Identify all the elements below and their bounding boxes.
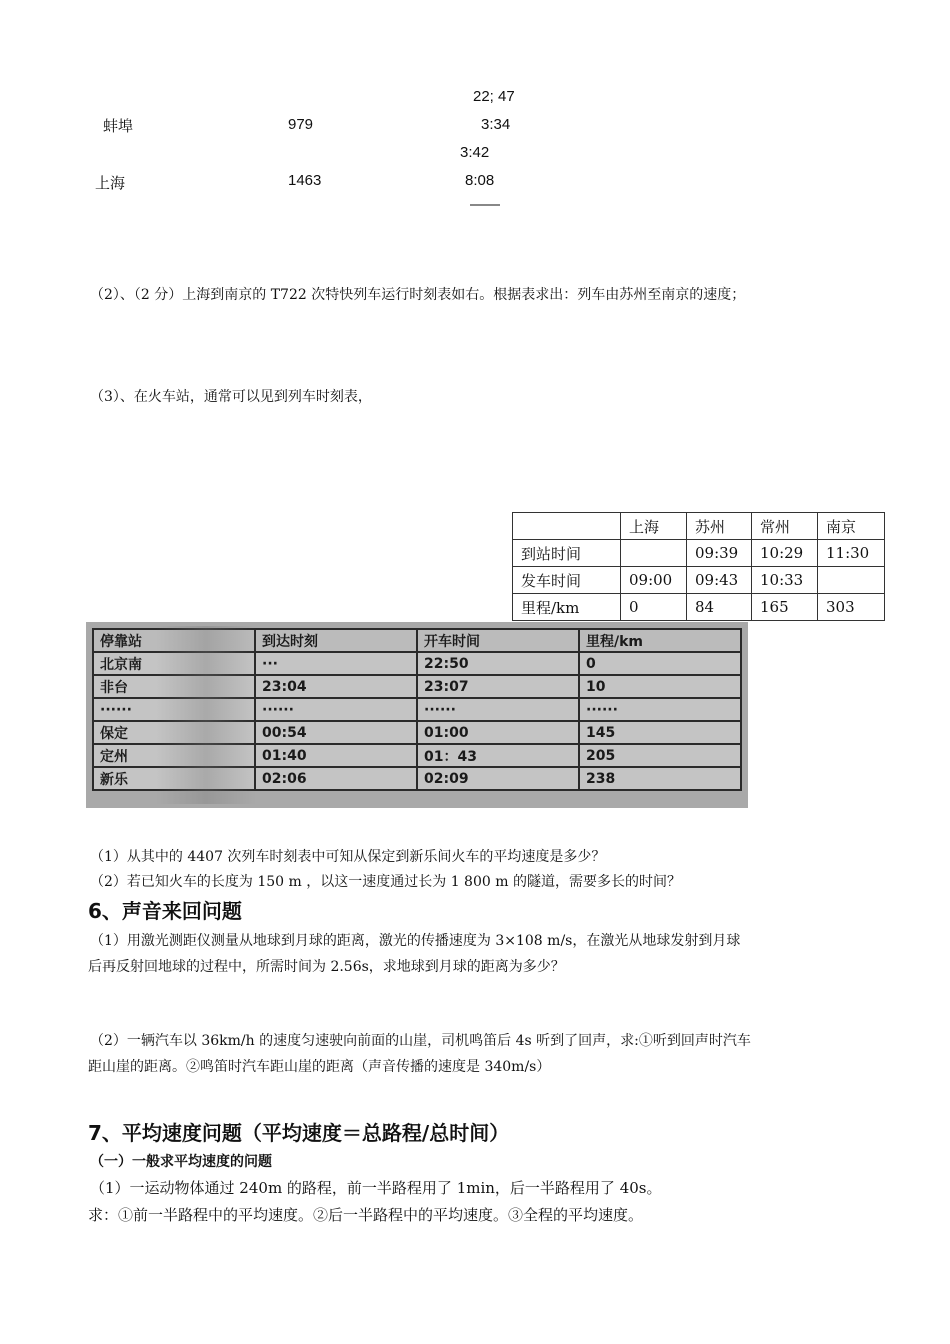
table-cell: 02:06 <box>255 767 417 790</box>
table-cell: 开车时间 <box>417 629 579 652</box>
section-6-p2-line1: （2）一辆汽车以 36km/h 的速度匀速驶向前面的山崖，司机鸣笛后 4s 听到了回声，求:①听到回声时汽车 <box>90 1033 751 1049</box>
question-2: （2）、（2 分）上海到南京的 T722 次特快列车运行时刻表如右。根据表求出：列车由苏州至南京的速度； <box>90 287 746 303</box>
table-row <box>93 721 741 744</box>
table-cell: 00:54 <box>255 721 417 744</box>
table-cell: 23:04 <box>255 675 417 698</box>
table-cell: 23:07 <box>417 675 579 698</box>
train-4407-timetable <box>92 628 742 791</box>
section-6-p2-line2: 距山崖的距离。②鸣笛时汽车距山崖的距离（声音传播的速度是 340m/s） <box>88 1059 551 1075</box>
schedule-station-shanghai: 上海 <box>95 174 126 192</box>
table-cell: 165 <box>752 594 818 621</box>
table-row <box>93 652 741 675</box>
table-cell: 01:00 <box>417 721 579 744</box>
schedule-time-bengbu-depart: 3:42 <box>460 144 490 161</box>
table-cell: ······ <box>579 698 741 721</box>
schedule-dash: —— <box>470 196 500 213</box>
table-cell: 上海 <box>621 513 687 540</box>
table-cell: 01：43 <box>417 744 579 767</box>
table-cell: ······ <box>255 698 417 721</box>
table-cell: 里程/km <box>579 629 741 652</box>
table-cell <box>818 567 885 594</box>
table-cell: 非台 <box>93 675 255 698</box>
question-3: （3）、在火车站，通常可以见到列车时刻表， <box>90 389 372 405</box>
table-row <box>93 675 741 698</box>
schedule-time-bengbu-arrive: 3:34 <box>481 116 511 133</box>
table-cell: 238 <box>579 767 741 790</box>
table-cell: 09:39 <box>687 540 752 567</box>
schedule-distance-shanghai: 1463 <box>288 172 322 189</box>
schedule-time-2247: 22; 47 <box>473 88 515 105</box>
table-cell: 145 <box>579 721 741 744</box>
table-cell: 新乐 <box>93 767 255 790</box>
schedule-time-shanghai: 8:08 <box>465 172 495 189</box>
table-row <box>93 767 741 790</box>
table-cell: 0 <box>579 652 741 675</box>
table-cell: 303 <box>818 594 885 621</box>
table-row <box>513 540 885 567</box>
table-cell: 定州 <box>93 744 255 767</box>
table-cell <box>621 540 687 567</box>
section-6-title: 6、声音来回问题 <box>88 899 242 923</box>
table-cell: 205 <box>579 744 741 767</box>
train-4407-timetable-image <box>86 622 748 808</box>
table-cell: ······ <box>417 698 579 721</box>
table-cell: 02:09 <box>417 767 579 790</box>
table-cell: 里程/km <box>513 594 621 621</box>
table-cell: 01:40 <box>255 744 417 767</box>
table-row <box>93 629 741 652</box>
table-cell: 11:30 <box>818 540 885 567</box>
table-cell: 北京南 <box>93 652 255 675</box>
schedule-distance-bengbu: 979 <box>288 116 314 133</box>
table-cell: ······ <box>93 698 255 721</box>
t722-timetable <box>512 512 885 621</box>
section-7-title: 7、平均速度问题（平均速度＝总路程/总时间） <box>88 1121 510 1145</box>
section-7-p2: 求：①前一半路程中的平均速度。②后一半路程中的平均速度。③全程的平均速度。 <box>88 1206 644 1224</box>
schedule-station-bengbu: 蚌埠 <box>103 117 134 135</box>
table-cell: 保定 <box>93 721 255 744</box>
section-6-p1-line2: 后再反射回地球的过程中，所需时间为 2.56s，求地球到月球的距离为多少？ <box>88 959 565 975</box>
table-row <box>513 513 885 540</box>
section-7-subtitle: （一）一般求平均速度的问题 <box>90 1154 272 1170</box>
question-3-sub-1: （1）从其中的 4407 次列车时刻表中可知从保定到新乐间火车的平均速度是多少？ <box>90 849 606 865</box>
table-cell: 10:33 <box>752 567 818 594</box>
table-cell: 到达时刻 <box>255 629 417 652</box>
table-cell: 常州 <box>752 513 818 540</box>
table-cell: 10 <box>579 675 741 698</box>
table-cell: ··· <box>255 652 417 675</box>
table-row <box>93 698 741 721</box>
table-cell: 苏州 <box>687 513 752 540</box>
table-cell <box>513 513 621 540</box>
table-cell: 发车时间 <box>513 567 621 594</box>
table-cell: 09:43 <box>687 567 752 594</box>
table-cell: 到站时间 <box>513 540 621 567</box>
question-3-sub-2: （2）若已知火车的长度为 150 m ，以这一速度通过长为 1 800 m 的隧道，需要多长的时间？ <box>90 874 681 890</box>
table-row <box>513 567 885 594</box>
table-cell: 10:29 <box>752 540 818 567</box>
table-row <box>513 594 885 621</box>
table-cell: 南京 <box>818 513 885 540</box>
table-row <box>93 744 741 767</box>
table-cell: 22:50 <box>417 652 579 675</box>
table-cell: 停靠站 <box>93 629 255 652</box>
section-7-p1: （1）一运动物体通过 240m 的路程，前一半路程用了 1min，后一半路程用了 40s。 <box>90 1179 662 1197</box>
section-6-p1-line1: （1）用激光测距仪测量从地球到月球的距离，激光的传播速度为 3×108 m/s，在激光从地球发射到月球 <box>90 933 741 949</box>
table-cell: 0 <box>621 594 687 621</box>
table-cell: 84 <box>687 594 752 621</box>
table-cell: 09:00 <box>621 567 687 594</box>
